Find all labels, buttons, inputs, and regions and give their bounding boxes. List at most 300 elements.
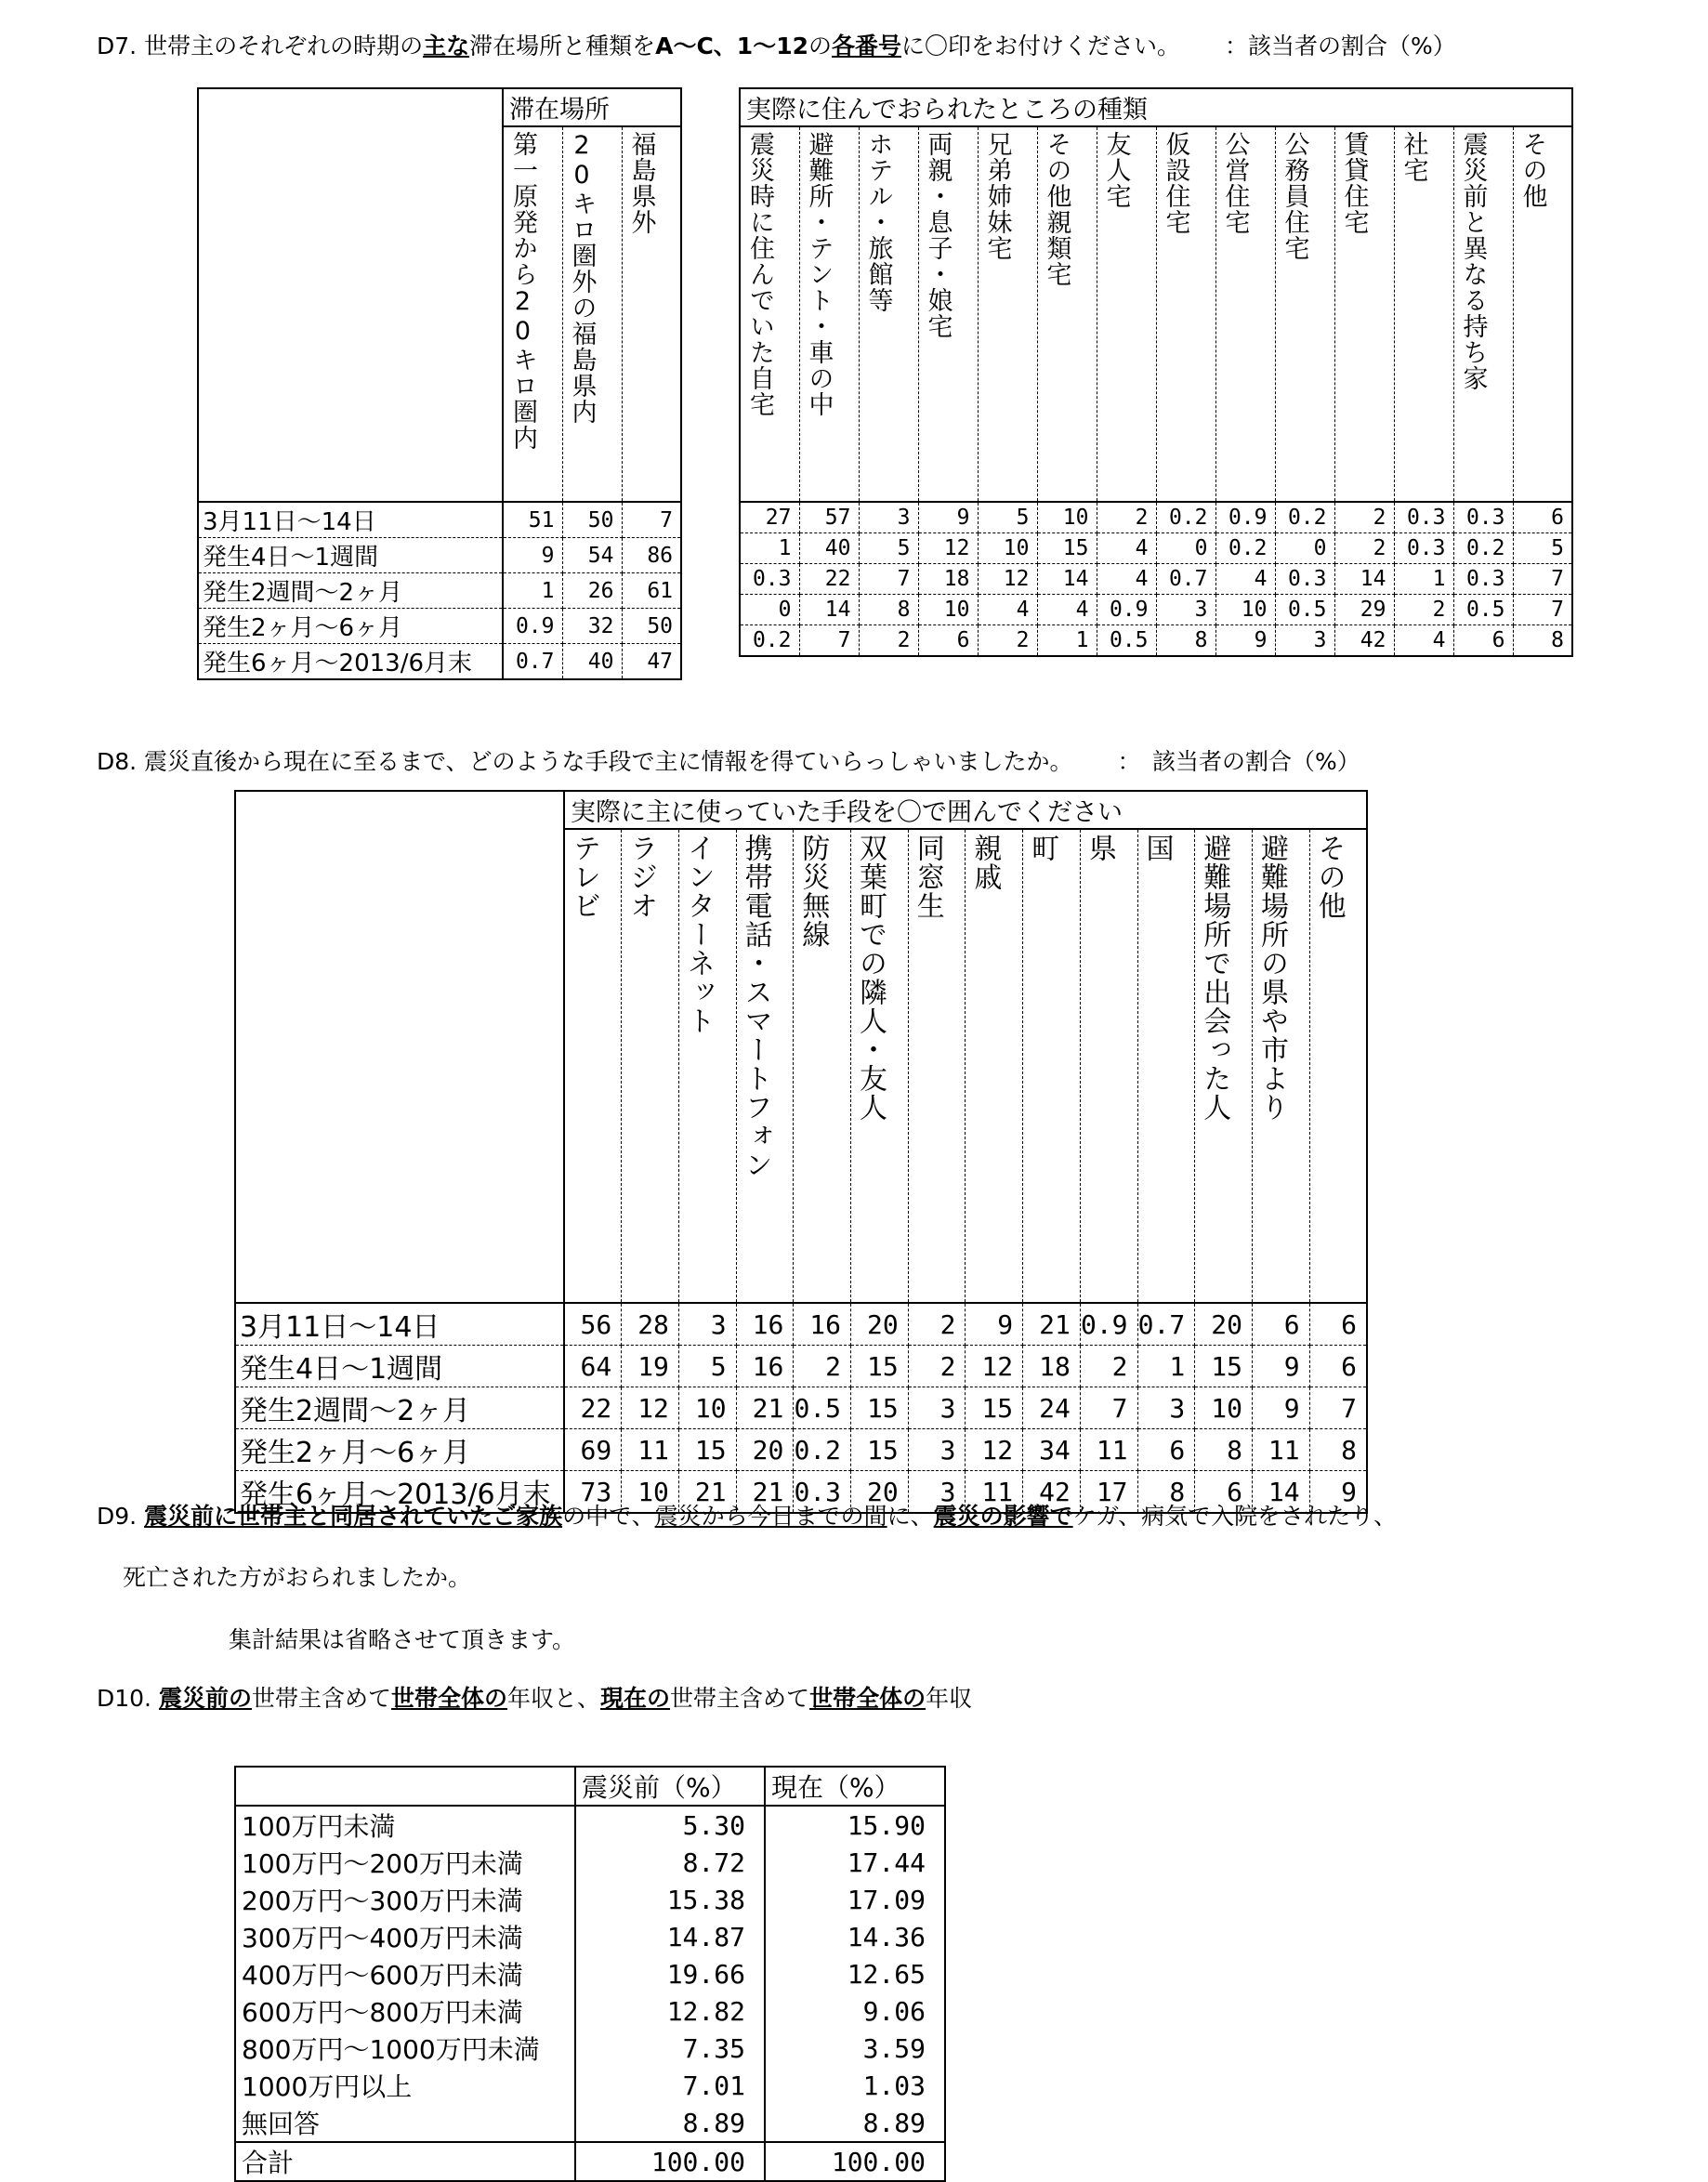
d10-before-cell: 19.66 (575, 1955, 765, 1992)
d10-income-table (234, 1766, 946, 2182)
d10-col-before: 震災前（%） (575, 1767, 765, 1806)
d7-location-table (197, 87, 682, 680)
d8-cell: 19 (622, 1346, 679, 1387)
d7-type-cell: 14 (799, 595, 859, 625)
d8-cell: 3 (908, 1429, 966, 1471)
d8-row-label: 発生4日〜1週間 (235, 1346, 564, 1387)
d8-col-label: 親戚 (968, 834, 1002, 891)
d7-type-cell: 8 (1156, 625, 1215, 657)
d8-cell: 0.9 (1080, 1303, 1137, 1346)
d7-type-col-label: 公務員住宅 (1280, 131, 1309, 261)
d8-col-header (908, 829, 966, 1303)
d7-type-col-header (918, 126, 978, 502)
d8-info-table (234, 790, 1368, 1514)
d7-type-col-header (740, 126, 799, 502)
d7-type-cell: 7 (799, 625, 859, 657)
d8-cell: 0.2 (794, 1429, 851, 1471)
d10-now-cell: 3.59 (765, 2030, 945, 2067)
d7-type-cell: 10 (978, 533, 1037, 564)
d8-cell: 64 (564, 1346, 622, 1387)
d7-type-col-header (1037, 126, 1097, 502)
d8-cell: 22 (564, 1387, 622, 1429)
d8-col-header (622, 829, 679, 1303)
d8-col-header (1309, 829, 1367, 1303)
d8-col-header (1080, 829, 1137, 1303)
d7-location-cell: 32 (562, 609, 622, 644)
d7-location-cell: 51 (503, 502, 562, 538)
d10-row-label: 合計 (235, 2142, 575, 2181)
d7-type-cell: 6 (1453, 625, 1513, 657)
d7-type-table (739, 87, 1573, 657)
d7-type-cell: 3 (1275, 625, 1334, 657)
d7-type-col-header (1156, 126, 1215, 502)
d8-cell: 15 (851, 1387, 909, 1429)
d10-before-cell: 15.38 (575, 1881, 765, 1918)
d7-type-col-header (1215, 126, 1275, 502)
d7-location-row (198, 644, 681, 680)
d8-cell: 15 (851, 1346, 909, 1387)
d7-location-cell: 1 (503, 573, 562, 609)
d7-type-row (740, 502, 1572, 533)
d8-cell: 11 (1252, 1429, 1309, 1471)
d10-now-cell: 100.00 (765, 2142, 945, 2181)
d7-type-cell: 0.5 (1097, 625, 1156, 657)
d8-cell: 21 (1023, 1303, 1081, 1346)
d10-row-label: 600万円〜800万円未満 (235, 1992, 575, 2030)
d9-note: 集計結果は省略させて頂きます。 (229, 1626, 576, 1653)
d7-type-col-header (978, 126, 1037, 502)
d7-type-cell: 14 (1037, 564, 1097, 595)
d7-location-row (198, 538, 681, 573)
d7-location-cell: 0.7 (503, 644, 562, 680)
d8-cell: 18 (1023, 1346, 1081, 1387)
d8-cell: 8 (1309, 1429, 1367, 1471)
d8-cell: 15 (1195, 1346, 1253, 1387)
d7-type-cell: 4 (1097, 564, 1156, 595)
d8-col-header (1137, 829, 1195, 1303)
d8-cell: 3 (908, 1387, 966, 1429)
d7-type-cell: 3 (859, 502, 918, 533)
d8-cell: 2 (794, 1346, 851, 1387)
d7-row-label: 発生6ヶ月〜2013/6月末 (198, 644, 503, 680)
d8-col-label: 携帯電話・スマートフォン (739, 834, 772, 1179)
d7-type-col-header (1334, 126, 1394, 502)
d7-type-cell: 22 (799, 564, 859, 595)
d7-group-type: 実際に住んでおられたところの種類 (740, 88, 1572, 126)
d8-col-header (1195, 829, 1253, 1303)
d9-question-line2: 死亡された方がおられましたか。 (123, 1564, 472, 1591)
d8-cell: 6 (1309, 1346, 1367, 1387)
d8-cell: 16 (736, 1303, 794, 1346)
d7-type-col-label: 仮設住宅 (1161, 131, 1190, 235)
d7-type-cell: 8 (859, 595, 918, 625)
d10-now-cell: 17.44 (765, 1844, 945, 1881)
d8-cell: 16 (794, 1303, 851, 1346)
d7-type-cell: 2 (1334, 502, 1394, 533)
d7-type-cell: 4 (978, 595, 1037, 625)
d8-row (235, 1387, 1367, 1429)
d7-location-cell: 0.9 (503, 609, 562, 644)
d10-before-cell: 7.01 (575, 2067, 765, 2104)
d7-location-cell: 50 (622, 609, 681, 644)
d7-type-cell: 10 (1215, 595, 1275, 625)
d10-row-label: 1000万円以上 (235, 2067, 575, 2104)
d8-row (235, 1346, 1367, 1387)
d7-type-cell: 3 (1156, 595, 1215, 625)
d8-cell: 9 (1252, 1346, 1309, 1387)
d8-cell: 14 (1252, 1471, 1309, 1514)
d7-type-cell: 0.5 (1275, 595, 1334, 625)
d8-cell: 11 (622, 1429, 679, 1471)
d10-row (235, 1806, 945, 1844)
d8-col-label: 双葉町での隣人・友人 (854, 834, 887, 1122)
d8-cell: 20 (736, 1429, 794, 1471)
d8-cell: 9 (966, 1303, 1023, 1346)
d8-cell: 56 (564, 1303, 622, 1346)
d7-type-col-label: 賃貸住宅 (1339, 131, 1369, 235)
d8-col-label: インターネット (681, 834, 715, 1035)
d10-total-row (235, 2142, 945, 2181)
d8-row (235, 1303, 1367, 1346)
d8-cell: 0.3 (794, 1471, 851, 1514)
d10-now-cell: 9.06 (765, 1992, 945, 2030)
d10-row (235, 1844, 945, 1881)
d8-corner (235, 791, 564, 1303)
d7-location-col-header (503, 126, 562, 502)
d10-before-cell: 14.87 (575, 1918, 765, 1955)
d7-row-label: 発生4日〜1週間 (198, 538, 503, 573)
d8-cell: 42 (1023, 1471, 1081, 1514)
d9-question: D9. 震災前に世帯主と同居されていたご家族の中で、震災から今日までの間に、震災の影響でケガ、病気で入院をされたり、 (97, 1503, 1398, 1530)
d7-type-col-label: 震災前と異なる持ち家 (1458, 131, 1488, 391)
d7-type-cell: 5 (859, 533, 918, 564)
d10-row-label: 200万円〜300万円未満 (235, 1881, 575, 1918)
d7-type-cell: 0 (1156, 533, 1215, 564)
d7-location-cell: 40 (562, 644, 622, 680)
d10-row (235, 1992, 945, 2030)
d7-type-col-label: 両親・息子・娘宅 (923, 131, 953, 339)
d7-type-cell: 0.2 (1453, 533, 1513, 564)
d7-location-cell: 86 (622, 538, 681, 573)
d7-type-cell: 7 (859, 564, 918, 595)
d10-corner (235, 1767, 575, 1806)
d8-cell: 21 (736, 1387, 794, 1429)
d8-cell: 15 (678, 1429, 736, 1471)
d7-location-cell: 54 (562, 538, 622, 573)
d7-left-corner (198, 88, 503, 502)
d10-before-cell: 8.89 (575, 2104, 765, 2142)
d8-cell: 3 (908, 1471, 966, 1514)
d8-cell: 11 (1080, 1429, 1137, 1471)
d7-type-col-label: 兄弟姉妹宅 (982, 131, 1012, 261)
d7-type-cell: 5 (978, 502, 1037, 533)
d7-type-cell: 2 (1097, 502, 1156, 533)
d7-location-cell: 7 (622, 502, 681, 538)
d7-type-col-label: 社宅 (1399, 131, 1428, 183)
d8-cell: 10 (622, 1471, 679, 1514)
d10-before-cell: 12.82 (575, 1992, 765, 2030)
d7-type-row (740, 564, 1572, 595)
d7-type-col-header (1275, 126, 1334, 502)
d10-row-label: 無回答 (235, 2104, 575, 2142)
d8-cell: 10 (678, 1387, 736, 1429)
d7-location-col-label: 第一原発から20キロ圏内 (508, 131, 537, 451)
d8-col-label: 同窓生 (911, 834, 944, 920)
d7-location-row (198, 502, 681, 538)
d8-cell: 20 (851, 1471, 909, 1514)
d8-cell: 7 (1309, 1387, 1367, 1429)
d7-type-cell: 0.3 (1275, 564, 1334, 595)
d7-type-col-header (859, 126, 918, 502)
d10-row (235, 2104, 945, 2142)
d7-type-cell: 6 (1513, 502, 1572, 533)
d8-col-header (678, 829, 736, 1303)
d10-row-label: 100万円〜200万円未満 (235, 1844, 575, 1881)
d8-col-label: 避難場所で出会った人 (1198, 834, 1231, 1122)
d8-cell: 9 (1252, 1387, 1309, 1429)
d7-type-cell: 0.2 (1156, 502, 1215, 533)
d8-cell: 12 (966, 1346, 1023, 1387)
d7-type-cell: 57 (799, 502, 859, 533)
d8-row-label: 発生2ヶ月〜6ヶ月 (235, 1429, 564, 1471)
d7-location-col-label: 20キロ圏外の福島県内 (567, 131, 597, 425)
d7-location-col-label: 福島県外 (626, 131, 656, 235)
d7-type-cell: 4 (1394, 625, 1453, 657)
d8-col-header (1252, 829, 1309, 1303)
d7-row-label: 発生2週間〜2ヶ月 (198, 573, 503, 609)
d7-location-col-header (562, 126, 622, 502)
d10-before-cell: 100.00 (575, 2142, 765, 2181)
d8-cell: 8 (1195, 1429, 1253, 1471)
d8-col-label: その他 (1312, 834, 1346, 920)
d7-type-cell: 29 (1334, 595, 1394, 625)
d7-type-cell: 4 (1097, 533, 1156, 564)
d8-col-label: 国 (1140, 834, 1174, 862)
d8-col-label: 県 (1083, 834, 1116, 862)
d7-note: ：該当者の割合（%） (1225, 33, 1456, 59)
d10-row (235, 1955, 945, 1992)
d7-type-cell: 0.2 (1275, 502, 1334, 533)
d8-cell: 12 (622, 1387, 679, 1429)
d7-type-cell: 2 (1334, 533, 1394, 564)
d8-cell: 21 (736, 1471, 794, 1514)
d8-cell: 15 (966, 1387, 1023, 1429)
d10-row (235, 2067, 945, 2104)
d8-question: D8. 震災直後から現在に至るまで、どのような手段で主に情報を得ていらっしゃいましたか。 ： 該当者の割合（%） (97, 748, 1360, 775)
d7-type-cell: 5 (1513, 533, 1572, 564)
d7-location-col-header (622, 126, 681, 502)
d8-cell: 69 (564, 1429, 622, 1471)
d7-type-cell: 8 (1513, 625, 1572, 657)
d8-row-label: 3月11日〜14日 (235, 1303, 564, 1346)
d7-type-cell: 10 (918, 595, 978, 625)
d7-type-cell: 0.9 (1097, 595, 1156, 625)
d8-cell: 73 (564, 1471, 622, 1514)
d7-type-cell: 0.3 (1394, 533, 1453, 564)
d7-type-cell: 15 (1037, 533, 1097, 564)
d7-type-col-label: 友人宅 (1101, 131, 1131, 209)
d7-type-cell: 0.3 (1394, 502, 1453, 533)
d7-type-cell: 7 (1513, 595, 1572, 625)
d8-cell: 3 (1137, 1387, 1195, 1429)
d7-type-col-label: その他親類宅 (1042, 131, 1071, 287)
d7-row-label: 3月11日〜14日 (198, 502, 503, 538)
d7-type-row (740, 533, 1572, 564)
d10-before-cell: 8.72 (575, 1844, 765, 1881)
d8-cell: 10 (1195, 1387, 1253, 1429)
d7-type-cell: 9 (1215, 625, 1275, 657)
d7-type-cell: 0.3 (1453, 502, 1513, 533)
d7-type-cell: 0.2 (740, 625, 799, 657)
d7-type-cell: 9 (918, 502, 978, 533)
d7-type-col-label: 公営住宅 (1220, 131, 1250, 235)
d8-col-header (1023, 829, 1081, 1303)
d7-type-cell: 0.3 (740, 564, 799, 595)
d7-id: D7. (97, 33, 138, 59)
d8-cell: 5 (678, 1346, 736, 1387)
d8-group-label: 実際に主に使っていた手段を〇で囲んでください (564, 791, 1367, 829)
d8-cell: 17 (1080, 1471, 1137, 1514)
d8-cell: 6 (1252, 1303, 1309, 1346)
d8-col-label: 町 (1026, 834, 1059, 862)
d8-col-header (736, 829, 794, 1303)
d8-cell: 28 (622, 1303, 679, 1346)
d7-type-col-header (799, 126, 859, 502)
d7-type-cell: 0.7 (1156, 564, 1215, 595)
d7-location-cell: 61 (622, 573, 681, 609)
d7-type-row (740, 595, 1572, 625)
d7-type-cell: 1 (1037, 625, 1097, 657)
d8-col-header (794, 829, 851, 1303)
d8-row-label: 発生2週間〜2ヶ月 (235, 1387, 564, 1429)
d7-type-cell: 0.3 (1453, 564, 1513, 595)
d7-type-cell: 6 (918, 625, 978, 657)
d8-cell: 2 (1080, 1346, 1137, 1387)
d8-col-header (966, 829, 1023, 1303)
d8-row-label: 発生6ヶ月〜2013/6月末 (235, 1471, 564, 1514)
d10-col-now: 現在（%） (765, 1767, 945, 1806)
d8-cell: 11 (966, 1471, 1023, 1514)
d7-type-cell: 27 (740, 502, 799, 533)
d7-type-cell: 12 (978, 564, 1037, 595)
d10-now-cell: 17.09 (765, 1881, 945, 1918)
d7-type-cell: 42 (1334, 625, 1394, 657)
d7-type-cell: 1 (740, 533, 799, 564)
d8-cell: 12 (966, 1429, 1023, 1471)
d8-col-label: 避難場所の県や市より (1255, 834, 1288, 1122)
d7-type-cell: 4 (1037, 595, 1097, 625)
d10-row-label: 400万円〜600万円未満 (235, 1955, 575, 1992)
d7-type-col-label: 震災時に住んでいた自宅 (745, 131, 774, 417)
d7-type-col-header (1453, 126, 1513, 502)
d7-location-row (198, 573, 681, 609)
d7-type-cell: 4 (1215, 564, 1275, 595)
d8-cell: 16 (736, 1346, 794, 1387)
d7-type-cell: 0 (1275, 533, 1334, 564)
d7-type-col-header (1513, 126, 1572, 502)
d8-col-label: テレビ (568, 834, 600, 920)
d7-type-col-header (1394, 126, 1453, 502)
d8-cell: 15 (851, 1429, 909, 1471)
d7-question: D7. 世帯主のそれぞれの時期の主な滞在場所と種類をA〜C、1〜12の各番号に〇印をお付けください。 ：該当者の割合（%） (97, 33, 1456, 59)
d8-cell: 20 (1195, 1303, 1253, 1346)
d7-type-cell: 2 (859, 625, 918, 657)
d8-cell: 0.5 (794, 1387, 851, 1429)
d7-type-cell: 0 (740, 595, 799, 625)
d8-col-label: ラジオ (624, 834, 658, 920)
d8-col-header (564, 829, 622, 1303)
d7-type-col-label: 避難所・テント・車の中 (804, 131, 834, 417)
d10-row-label: 300万円〜400万円未満 (235, 1918, 575, 1955)
d10-before-cell: 7.35 (575, 2030, 765, 2067)
d10-before-cell: 5.30 (575, 1806, 765, 1844)
d7-type-row (740, 625, 1572, 657)
d7-type-cell: 2 (978, 625, 1037, 657)
d8-cell: 6 (1309, 1303, 1367, 1346)
d7-type-cell: 7 (1513, 564, 1572, 595)
d8-cell: 34 (1023, 1429, 1081, 1471)
d10-row (235, 1918, 945, 1955)
d8-cell: 24 (1023, 1387, 1081, 1429)
d7-location-row (198, 609, 681, 644)
d10-now-cell: 1.03 (765, 2067, 945, 2104)
d8-cell: 7 (1080, 1387, 1137, 1429)
d7-type-cell: 14 (1334, 564, 1394, 595)
d10-now-cell: 14.36 (765, 1918, 945, 1955)
d8-cell: 9 (1309, 1471, 1367, 1514)
d7-location-cell: 50 (562, 502, 622, 538)
d8-note: ： 該当者の割合（%） (1117, 748, 1360, 775)
d8-cell: 20 (851, 1303, 909, 1346)
d7-type-cell: 18 (918, 564, 978, 595)
d8-cell: 0.7 (1137, 1303, 1195, 1346)
d8-cell: 1 (1137, 1346, 1195, 1387)
d7-type-cell: 1 (1394, 564, 1453, 595)
d7-type-cell: 12 (918, 533, 978, 564)
d10-question: D10. 震災前の世帯主含めて世帯全体の年収と、現在の世帯主含めて世帯全体の年収 (97, 1685, 973, 1712)
d7-type-cell: 2 (1394, 595, 1453, 625)
d8-cell: 8 (1137, 1471, 1195, 1514)
d7-type-cell: 0.9 (1215, 502, 1275, 533)
d8-col-header (851, 829, 909, 1303)
d7-type-col-label: ホテル・旅館等 (863, 131, 893, 313)
d8-cell: 6 (1137, 1429, 1195, 1471)
d7-location-cell: 9 (503, 538, 562, 573)
d7-type-cell: 0.5 (1453, 595, 1513, 625)
d7-type-col-label: その他 (1517, 131, 1547, 209)
d8-cell: 2 (908, 1303, 966, 1346)
d10-now-cell: 12.65 (765, 1955, 945, 1992)
d8-row (235, 1429, 1367, 1471)
d8-cell: 6 (1195, 1471, 1253, 1514)
d7-location-cell: 26 (562, 573, 622, 609)
d7-type-cell: 0.2 (1215, 533, 1275, 564)
d10-now-cell: 15.90 (765, 1806, 945, 1844)
d10-row (235, 1881, 945, 1918)
d10-now-cell: 8.89 (765, 2104, 945, 2142)
d8-col-label: 防災無線 (796, 834, 830, 949)
d8-cell: 3 (678, 1303, 736, 1346)
d7-group-location: 滞在場所 (503, 88, 681, 126)
d7-type-cell: 10 (1037, 502, 1097, 533)
d8-cell: 21 (678, 1471, 736, 1514)
d7-location-cell: 47 (622, 644, 681, 680)
d8-cell: 2 (908, 1346, 966, 1387)
d10-row (235, 2030, 945, 2067)
d7-type-cell: 40 (799, 533, 859, 564)
d7-row-label: 発生2ヶ月〜6ヶ月 (198, 609, 503, 644)
d7-type-col-header (1097, 126, 1156, 502)
